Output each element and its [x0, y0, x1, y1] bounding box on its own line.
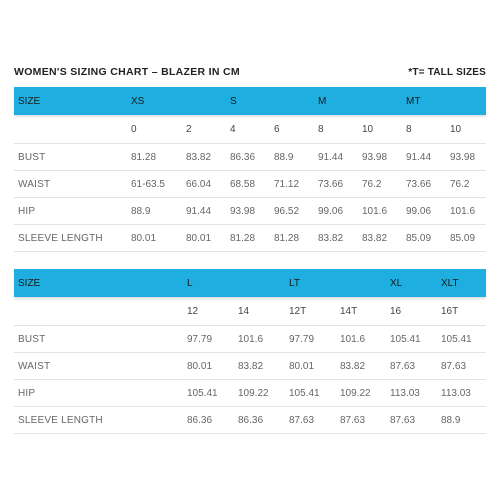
measurement-cell: 97.79 — [183, 326, 234, 353]
sizing-table-1 — [14, 87, 486, 252]
sizing-table-2 — [14, 269, 486, 434]
table-row-bust — [14, 326, 486, 353]
size-group-cell — [234, 269, 285, 297]
row-label: SLEEVE LENGTH — [14, 225, 127, 252]
measurement-cell: 85.09 — [446, 225, 486, 252]
measurement-cell: 87.63 — [285, 407, 336, 434]
size-group-xlt: XLT — [437, 269, 486, 297]
measurement-cell: 88.9 — [127, 198, 182, 225]
chart-header — [14, 66, 486, 78]
measurement-cell: 87.63 — [437, 353, 486, 380]
size-group-cell — [446, 87, 486, 115]
size-group-l: L — [183, 269, 234, 297]
measurement-cell: 83.82 — [358, 225, 402, 252]
row-label: BUST — [14, 144, 127, 171]
size-group-cell — [270, 87, 314, 115]
row-label: WAIST — [14, 171, 127, 198]
size-number-cell: 16T — [437, 297, 486, 326]
measurement-cell: 66.04 — [182, 171, 226, 198]
measurement-cell: 83.82 — [336, 353, 386, 380]
page-title: WOMEN'S SIZING CHART – BLAZER IN CM — [14, 66, 240, 78]
measurement-cell: 96.52 — [270, 198, 314, 225]
size-number-row — [14, 115, 486, 144]
measurement-cell: 91.44 — [402, 144, 446, 171]
measurement-cell: 83.82 — [182, 144, 226, 171]
size-group-s: S — [226, 87, 270, 115]
table-body — [14, 87, 486, 252]
size-number-cell: 10 — [358, 115, 402, 144]
size-number-cell: 6 — [270, 115, 314, 144]
size-number-cell: 16 — [386, 297, 437, 326]
measurement-cell: 85.09 — [402, 225, 446, 252]
size-number-cell — [14, 297, 183, 326]
measurement-cell: 93.98 — [358, 144, 402, 171]
measurement-cell: 80.01 — [183, 353, 234, 380]
size-number-cell: 8 — [314, 115, 358, 144]
size-number-cell: 8 — [402, 115, 446, 144]
size-number-cell: 10 — [446, 115, 486, 144]
measurement-cell: 68.58 — [226, 171, 270, 198]
measurement-cell: 101.6 — [358, 198, 402, 225]
measurement-cell: 101.6 — [336, 326, 386, 353]
size-number-cell: 14 — [234, 297, 285, 326]
table-row-waist — [14, 353, 486, 380]
measurement-cell: 83.82 — [234, 353, 285, 380]
measurement-cell: 93.98 — [226, 198, 270, 225]
measurement-cell: 93.98 — [446, 144, 486, 171]
row-label: HIP — [14, 380, 183, 407]
size-number-row — [14, 297, 486, 326]
size-number-cell: 4 — [226, 115, 270, 144]
measurement-cell: 86.36 — [226, 144, 270, 171]
measurement-cell: 109.22 — [234, 380, 285, 407]
size-group-lt: LT — [285, 269, 336, 297]
measurement-cell: 113.03 — [437, 380, 486, 407]
row-label: BUST — [14, 326, 183, 353]
table-row-hip — [14, 380, 486, 407]
measurement-cell: 81.28 — [270, 225, 314, 252]
table-row-sleeve-length — [14, 225, 486, 252]
measurement-cell: 87.63 — [386, 407, 437, 434]
table-row-waist — [14, 171, 486, 198]
size-group-xs: XS — [127, 87, 182, 115]
measurement-cell: 91.44 — [182, 198, 226, 225]
table-row-sleeve-length — [14, 407, 486, 434]
size-number-cell — [14, 115, 127, 144]
measurement-cell: 109.22 — [336, 380, 386, 407]
measurement-cell: 86.36 — [183, 407, 234, 434]
measurement-cell: 80.01 — [285, 353, 336, 380]
measurement-cell: 105.41 — [285, 380, 336, 407]
measurement-cell: 83.82 — [314, 225, 358, 252]
measurement-cell: 105.41 — [386, 326, 437, 353]
size-number-cell: 14T — [336, 297, 386, 326]
size-number-cell: 2 — [182, 115, 226, 144]
size-group-mt: MT — [402, 87, 446, 115]
size-group-cell — [182, 87, 226, 115]
measurement-cell: 73.66 — [402, 171, 446, 198]
measurement-cell: 113.03 — [386, 380, 437, 407]
measurement-cell: 86.36 — [234, 407, 285, 434]
size-group-cell — [336, 269, 386, 297]
measurement-cell: 105.41 — [437, 326, 486, 353]
size-number-cell: 12T — [285, 297, 336, 326]
measurement-cell: 71.12 — [270, 171, 314, 198]
row-label: HIP — [14, 198, 127, 225]
measurement-cell: 76.2 — [358, 171, 402, 198]
measurement-cell: 97.79 — [285, 326, 336, 353]
measurement-cell: 61-63.5 — [127, 171, 182, 198]
tall-sizes-note: *T= TALL SIZES — [408, 66, 486, 78]
size-number-cell: 0 — [127, 115, 182, 144]
measurement-cell: 87.63 — [336, 407, 386, 434]
measurement-cell: 105.41 — [183, 380, 234, 407]
measurement-cell: 81.28 — [226, 225, 270, 252]
size-group-xl: XL — [386, 269, 437, 297]
size-header-label: SIZE — [14, 269, 183, 297]
measurement-cell: 99.06 — [314, 198, 358, 225]
measurement-cell: 101.6 — [446, 198, 486, 225]
table-body — [14, 269, 486, 434]
table-row-bust — [14, 144, 486, 171]
size-number-cell: 12 — [183, 297, 234, 326]
row-label: WAIST — [14, 353, 183, 380]
size-group-m: M — [314, 87, 358, 115]
row-label: SLEEVE LENGTH — [14, 407, 183, 434]
measurement-cell: 81.28 — [127, 144, 182, 171]
measurement-cell: 76.2 — [446, 171, 486, 198]
size-group-cell — [358, 87, 402, 115]
measurement-cell: 99.06 — [402, 198, 446, 225]
table-row-hip — [14, 198, 486, 225]
measurement-cell: 87.63 — [386, 353, 437, 380]
measurement-cell: 80.01 — [182, 225, 226, 252]
measurement-cell: 80.01 — [127, 225, 182, 252]
measurement-cell: 73.66 — [314, 171, 358, 198]
measurement-cell: 88.9 — [437, 407, 486, 434]
measurement-cell: 101.6 — [234, 326, 285, 353]
size-header-label: SIZE — [14, 87, 127, 115]
size-group-header — [14, 269, 486, 297]
measurement-cell: 91.44 — [314, 144, 358, 171]
measurement-cell: 88.9 — [270, 144, 314, 171]
size-group-header — [14, 87, 486, 115]
